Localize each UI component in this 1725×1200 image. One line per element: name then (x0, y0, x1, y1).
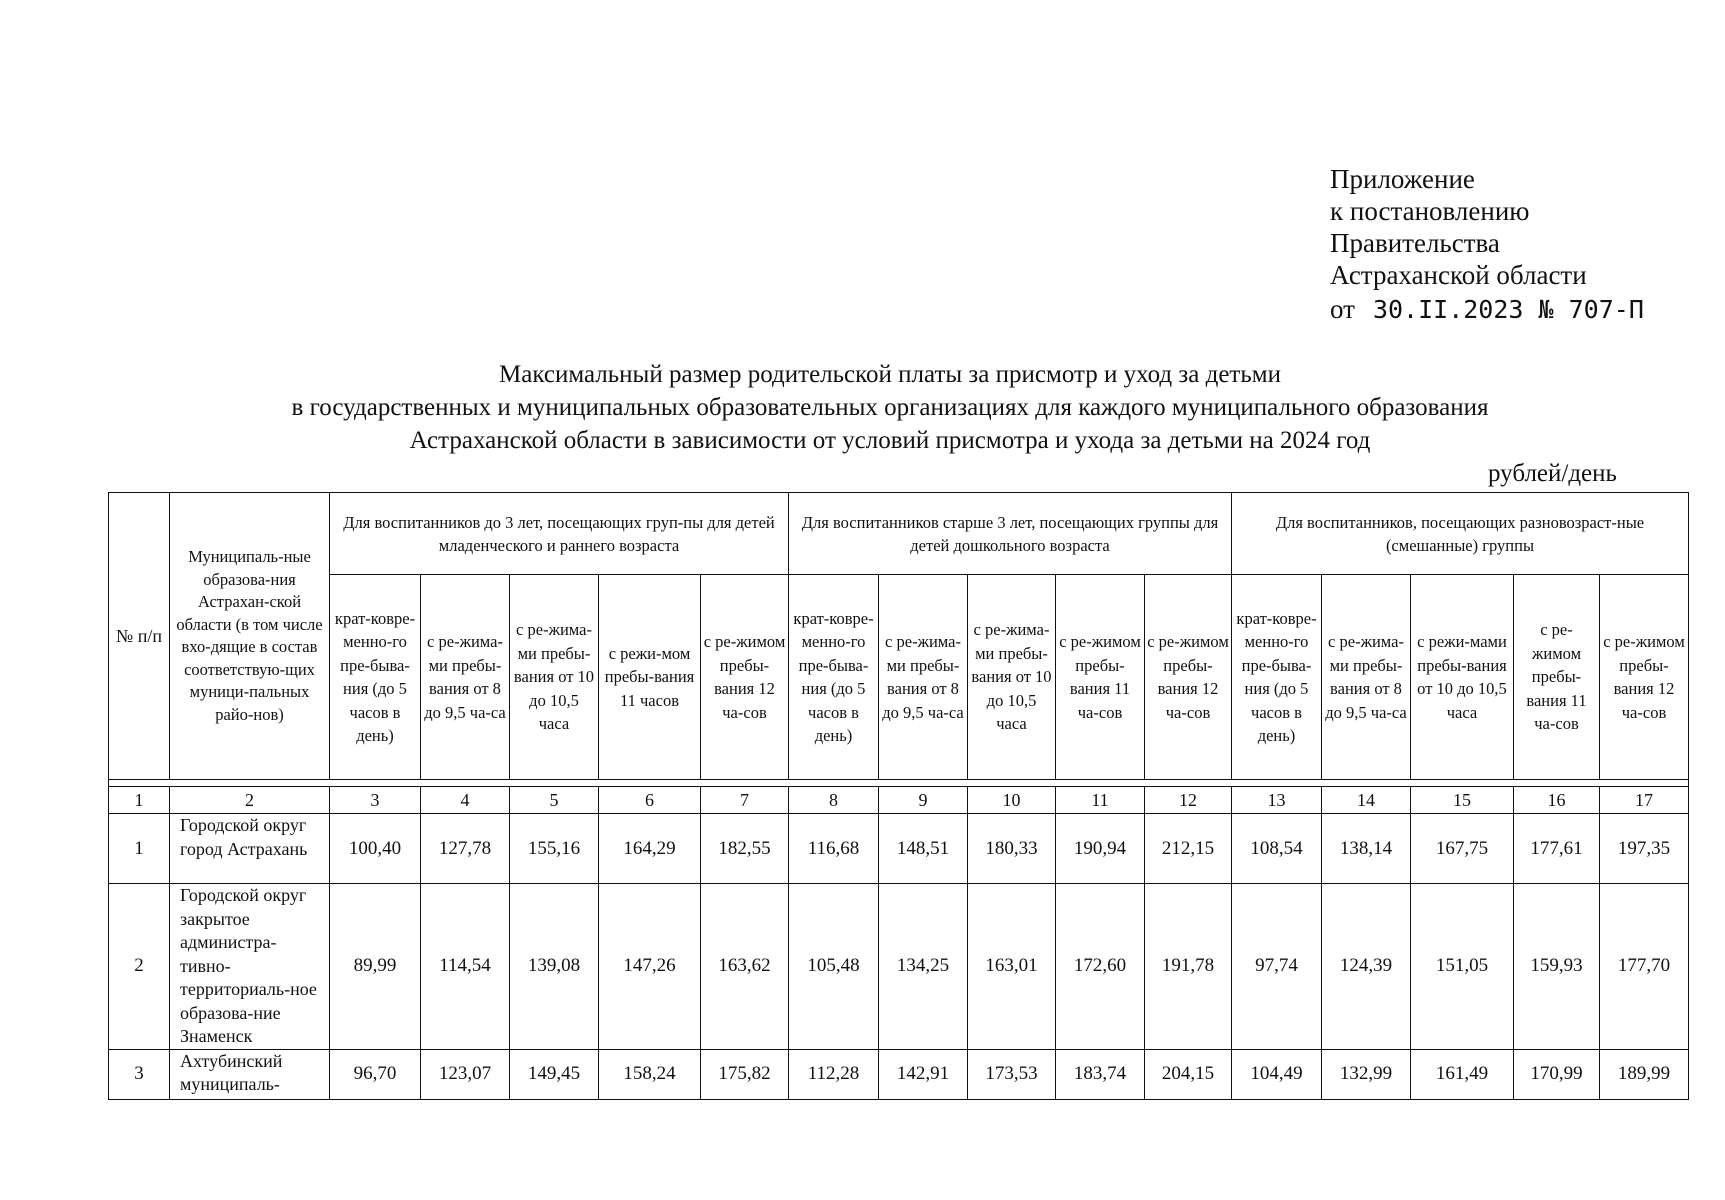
header-no: № п/п (109, 493, 170, 780)
column-number-15: 15 (1411, 787, 1514, 814)
fee-value-col-6: 164,29 (599, 814, 701, 884)
subheader-col-4: с ре-жима-ми пребы-вания от 8 до 9,5 ча-са (421, 575, 510, 780)
table-row (109, 884, 1689, 1050)
document-title (0, 358, 1725, 457)
row-number: 1 (109, 814, 170, 884)
appendix-line-3: Правительства (1330, 228, 1500, 258)
column-number-17: 17 (1600, 787, 1689, 814)
fee-value-col-10: 163,01 (968, 884, 1056, 1050)
fee-value-col-13: 104,49 (1232, 1049, 1322, 1099)
column-number-8: 8 (789, 787, 879, 814)
appendix-line-4: Астраханской области (1330, 260, 1587, 290)
appendix-dateline (1330, 293, 1644, 326)
row-number: 3 (109, 1049, 170, 1099)
date-number: 30.II.2023 № 707-П (1372, 295, 1644, 324)
fee-value-col-9: 142,91 (879, 1049, 968, 1099)
fee-value-col-7: 163,62 (701, 884, 789, 1050)
column-number-7: 7 (701, 787, 789, 814)
fee-value-col-15: 161,49 (1411, 1049, 1514, 1099)
fee-value-col-11: 183,74 (1056, 1049, 1145, 1099)
fee-value-col-12: 212,15 (1145, 814, 1232, 884)
fee-value-col-15: 151,05 (1411, 884, 1514, 1050)
fee-value-col-3: 96,70 (330, 1049, 421, 1099)
date-prefix: от (1330, 294, 1355, 324)
unit-label: рублей/день (1488, 460, 1617, 487)
municipality-name: Городской округ город Астрахань (170, 814, 330, 884)
fee-table (108, 492, 1689, 1100)
fee-value-col-17: 189,99 (1600, 1049, 1689, 1099)
fee-value-col-3: 100,40 (330, 814, 421, 884)
fee-value-col-7: 182,55 (701, 814, 789, 884)
fee-value-col-8: 112,28 (789, 1049, 879, 1099)
fee-value-col-4: 123,07 (421, 1049, 510, 1099)
subheader-col-16: с ре-жимом пребы-вания 11 ча-сов (1514, 575, 1600, 780)
fee-value-col-8: 116,68 (789, 814, 879, 884)
fee-value-col-5: 149,45 (510, 1049, 599, 1099)
fee-value-col-14: 132,99 (1322, 1049, 1411, 1099)
column-number-5: 5 (510, 787, 599, 814)
row-number: 2 (109, 884, 170, 1050)
fee-value-col-17: 177,70 (1600, 884, 1689, 1050)
subheader-col-7: с ре-жимом пребы-вания 12 ча-сов (701, 575, 789, 780)
fee-value-col-13: 97,74 (1232, 884, 1322, 1050)
appendix-line-2: к постановлению (1330, 196, 1530, 226)
column-number-11: 11 (1056, 787, 1145, 814)
column-number-12: 12 (1145, 787, 1232, 814)
column-number-2: 2 (170, 787, 330, 814)
column-number-16: 16 (1514, 787, 1600, 814)
fee-value-col-17: 197,35 (1600, 814, 1689, 884)
appendix-line-1: Приложение (1330, 164, 1475, 194)
subheader-col-17: с ре-жимом пребы-вания 12 ча-сов (1600, 575, 1689, 780)
appendix-block (1330, 163, 1644, 326)
column-number-4: 4 (421, 787, 510, 814)
subheader-col-13: крат-ковре-менно-го пре-быва-ния (до 5 часов в день) (1232, 575, 1322, 780)
fee-value-col-12: 204,15 (1145, 1049, 1232, 1099)
column-number-6: 6 (599, 787, 701, 814)
table-row (109, 1049, 1689, 1099)
fee-value-col-7: 175,82 (701, 1049, 789, 1099)
subheader-col-14: с ре-жима-ми пребы-вания от 8 до 9,5 ча-са (1322, 575, 1411, 780)
fee-value-col-16: 177,61 (1514, 814, 1600, 884)
column-number-10: 10 (968, 787, 1056, 814)
subheader-col-15: с режи-мами пребы-вания от 10 до 10,5 часа (1411, 575, 1514, 780)
column-number-9: 9 (879, 787, 968, 814)
subheader-col-12: с ре-жимом пребы-вания 12 ча-сов (1145, 575, 1232, 780)
fee-value-col-5: 139,08 (510, 884, 599, 1050)
column-number-3: 3 (330, 787, 421, 814)
fee-value-col-12: 191,78 (1145, 884, 1232, 1050)
group-header-under-3: Для воспитанников до 3 лет, посещающих груп-пы для детей младенческого и раннего возраста (330, 493, 789, 575)
fee-value-col-3: 89,99 (330, 884, 421, 1050)
fee-value-col-10: 173,53 (968, 1049, 1056, 1099)
fee-value-col-9: 134,25 (879, 884, 968, 1050)
fee-value-col-9: 148,51 (879, 814, 968, 884)
fee-value-col-16: 159,93 (1514, 884, 1600, 1050)
fee-value-col-4: 127,78 (421, 814, 510, 884)
fee-value-col-14: 124,39 (1322, 884, 1411, 1050)
column-number-14: 14 (1322, 787, 1411, 814)
subheader-col-10: с ре-жима-ми пребы-вания от 10 до 10,5 часа (968, 575, 1056, 780)
subheader-col-6: с режи-мом пребы-вания 11 часов (599, 575, 701, 780)
column-number-1: 1 (109, 787, 170, 814)
subheader-col-5: с ре-жима-ми пребы-вания от 10 до 10,5 часа (510, 575, 599, 780)
fee-value-col-14: 138,14 (1322, 814, 1411, 884)
fee-value-col-15: 167,75 (1411, 814, 1514, 884)
fee-value-col-13: 108,54 (1232, 814, 1322, 884)
subheader-col-8: крат-ковре-менно-го пре-быва-ния (до 5 часов в день) (789, 575, 879, 780)
fee-value-col-10: 180,33 (968, 814, 1056, 884)
fee-value-col-6: 158,24 (599, 1049, 701, 1099)
fee-value-col-5: 155,16 (510, 814, 599, 884)
fee-value-col-11: 172,60 (1056, 884, 1145, 1050)
fee-value-col-16: 170,99 (1514, 1049, 1600, 1099)
table-row (109, 814, 1689, 884)
fee-value-col-8: 105,48 (789, 884, 879, 1050)
municipality-name: Городской округ закрытое администра-тивно-территориаль-ное образова-ние Знаменск (170, 884, 330, 1050)
subheader-col-3: крат-ковре-менно-го пре-быва-ния (до 5 часов в день) (330, 575, 421, 780)
header-municipality: Муниципаль-ные образова-ния Астрахан-ской области (в том числе вхо-дящие в состав соответствую-щих муници-пальных райо-нов) (170, 493, 330, 780)
group-header-over-3: Для воспитанников старше 3 лет, посещающих группы для детей дошкольного возраста (789, 493, 1232, 575)
title-line-2: в государственных и муниципальных образовательных организациях для каждого муниципального образования (291, 394, 1489, 421)
fee-value-col-6: 147,26 (599, 884, 701, 1050)
fee-value-col-4: 114,54 (421, 884, 510, 1050)
column-number-13: 13 (1232, 787, 1322, 814)
title-line-3: Астраханской области в зависимости от условий присмотра и ухода за детьми на 2024 год (409, 427, 1371, 454)
municipality-name: Ахтубинский муниципаль- (170, 1049, 330, 1099)
header-separator (109, 780, 1689, 787)
subheader-col-9: с ре-жима-ми пребы-вания от 8 до 9,5 ча-са (879, 575, 968, 780)
subheader-col-11: с ре-жимом пребы-вания 11 ча-сов (1056, 575, 1145, 780)
fee-value-col-11: 190,94 (1056, 814, 1145, 884)
title-line-1: Максимальный размер родительской платы за присмотр и уход за детьми (499, 361, 1281, 388)
group-header-mixed: Для воспитанников, посещающих разновозраст-ные (смешанные) группы (1232, 493, 1689, 575)
